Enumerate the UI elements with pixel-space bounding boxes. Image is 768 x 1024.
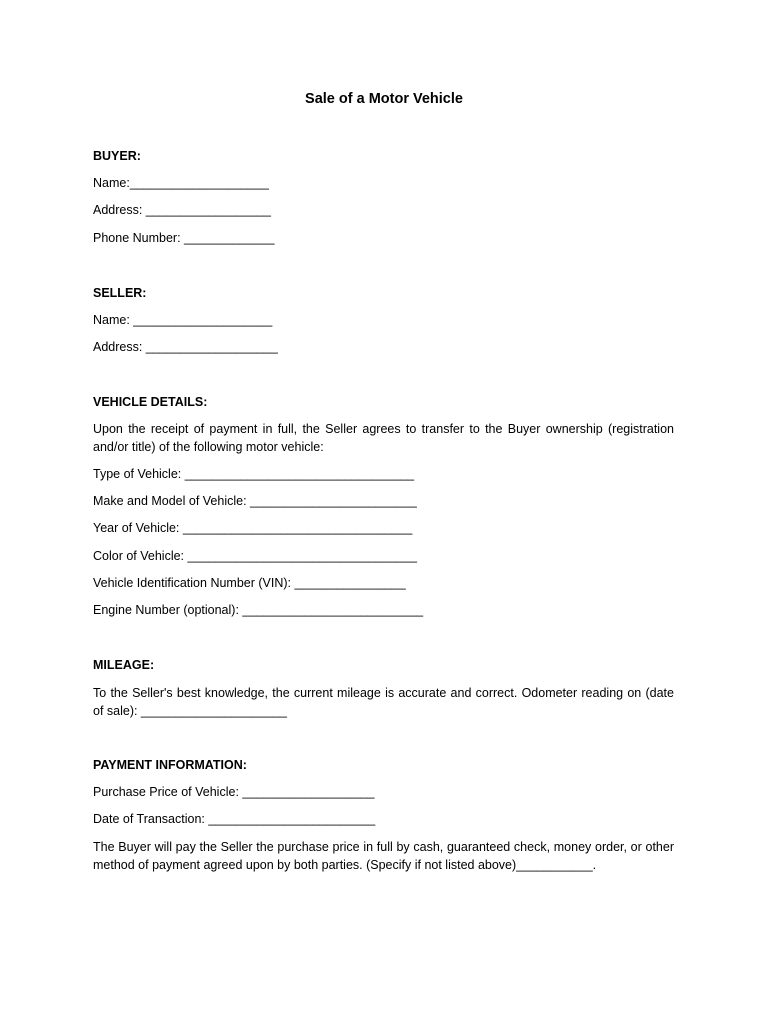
vehicle-type-field: Type of Vehicle: _________________________________ bbox=[93, 467, 415, 481]
mileage-heading: MILEAGE: bbox=[93, 658, 155, 672]
seller-name-field: Name: ____________________ bbox=[93, 313, 273, 327]
seller-address-field: Address: ___________________ bbox=[93, 340, 278, 354]
buyer-phone-field: Phone Number: _____________ bbox=[93, 231, 275, 245]
buyer-heading: BUYER: bbox=[93, 149, 141, 163]
vehicle-engine-field: Engine Number (optional): __________________________ bbox=[93, 603, 424, 617]
vehicle-vin-field: Vehicle Identification Number (VIN): ________________ bbox=[93, 576, 406, 590]
payment-price-field: Purchase Price of Vehicle: ___________________ bbox=[93, 785, 375, 799]
vehicle-make-model-field: Make and Model of Vehicle: ________________________ bbox=[93, 494, 417, 508]
vehicle-intro-paragraph: Upon the receipt of payment in full, the Seller agrees to transfer to the Buyer ownership (registration and/or title) of the following motor vehicle: bbox=[93, 422, 674, 454]
buyer-name-field: Name:____________________ bbox=[93, 176, 269, 190]
seller-heading: SELLER: bbox=[93, 286, 147, 300]
buyer-address-field: Address: __________________ bbox=[93, 203, 271, 217]
vehicle-color-field: Color of Vehicle: _________________________________ bbox=[93, 549, 417, 563]
payment-paragraph: The Buyer will pay the Seller the purchase price in full by cash, guaranteed check, money order, or other method of payment agreed upon by both parties. (Specify if not listed above)___________. bbox=[93, 840, 674, 872]
vehicle-heading: VEHICLE DETAILS: bbox=[93, 395, 208, 409]
mileage-paragraph: To the Seller's best knowledge, the current mileage is accurate and correct. Odometer reading on (date of sale): _____________________ bbox=[93, 686, 674, 718]
payment-heading: PAYMENT INFORMATION: bbox=[93, 758, 247, 772]
payment-date-field: Date of Transaction: ________________________ bbox=[93, 812, 376, 826]
vehicle-year-field: Year of Vehicle: _________________________________ bbox=[93, 521, 413, 535]
document-title: Sale of a Motor Vehicle bbox=[305, 91, 463, 107]
